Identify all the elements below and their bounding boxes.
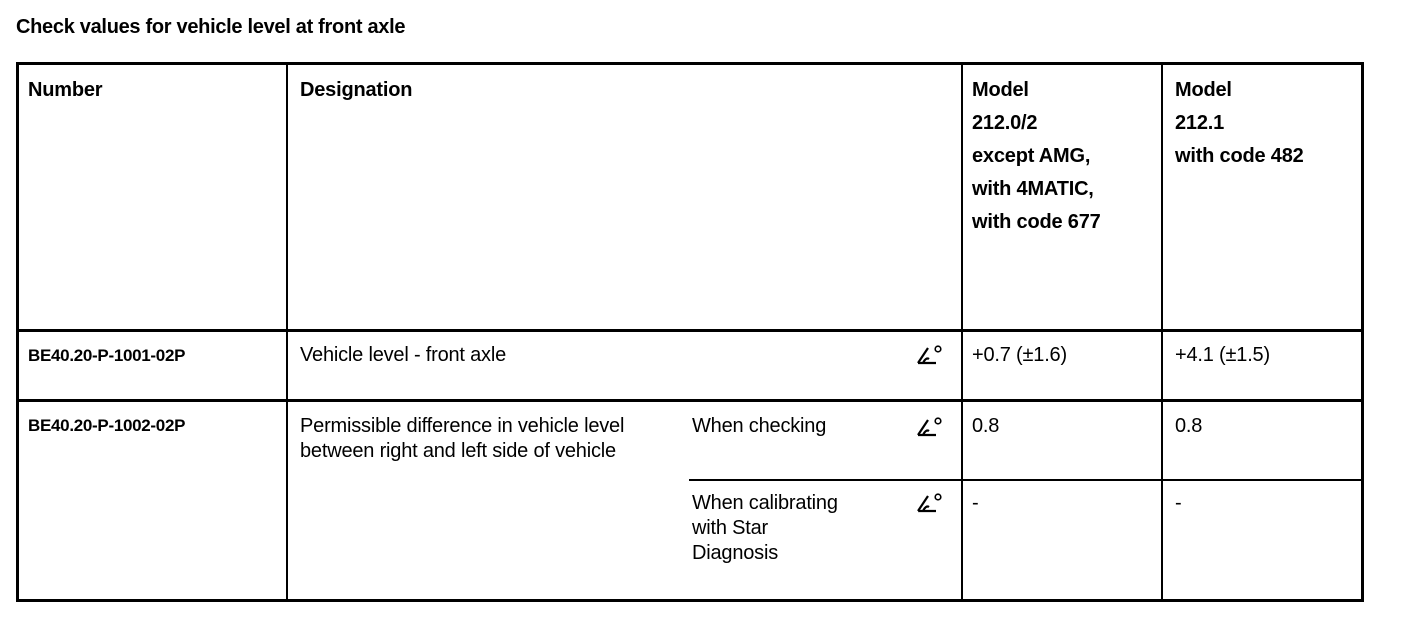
sub-row-value-model-212-0-2: - [972,492,979,514]
check-values-table [16,62,1364,602]
designation-line: between right and left side of vehicle [300,440,616,462]
header-line: 212.0/2 [972,112,1038,134]
row-number: BE40.20-P-1002-02P [28,416,186,435]
column-divider [961,65,963,599]
header-line: Model [1175,79,1232,101]
header-model-212-0-2 [972,74,1101,239]
header-line: with code 677 [972,211,1101,233]
header-line: except AMG, [972,145,1091,167]
page-title: Check values for vehicle level at front axle [16,16,406,38]
row-value-model-212-1: +4.1 (±1.5) [1175,344,1270,366]
angle-degree-icon [915,492,945,514]
designation-line: Permissible difference in vehicle level [300,415,625,437]
sub-row-value-model-212-0-2: 0.8 [972,415,1000,437]
row-divider [19,329,1361,332]
sub-row-divider [689,479,1361,481]
header-line: with code 482 [1175,145,1304,167]
header-line: with 4MATIC, [972,178,1094,200]
label-line: Diagnosis [692,542,779,564]
label-line: with Star [692,517,769,539]
column-divider [286,65,288,599]
sub-row-label [692,414,826,439]
row-divider [19,399,1361,402]
row-designation: Vehicle level - front axle [300,344,507,366]
label-line: When calibrating [692,492,838,514]
column-divider [1161,65,1163,599]
header-line: Model [972,79,1029,101]
sub-row-label [692,491,838,566]
header-designation: Designation [300,79,413,101]
row-value-model-212-0-2: +0.7 (±1.6) [972,344,1067,366]
angle-degree-icon [915,416,945,438]
header-model-212-1 [1175,74,1304,173]
row-designation [300,414,624,464]
label-line: When checking [692,415,827,437]
header-number: Number [28,79,103,101]
row-number: BE40.20-P-1001-02P [28,346,186,365]
sub-row-value-model-212-1: 0.8 [1175,415,1203,437]
header-line: 212.1 [1175,112,1225,134]
angle-degree-icon [915,344,945,366]
sub-row-value-model-212-1: - [1175,492,1182,514]
